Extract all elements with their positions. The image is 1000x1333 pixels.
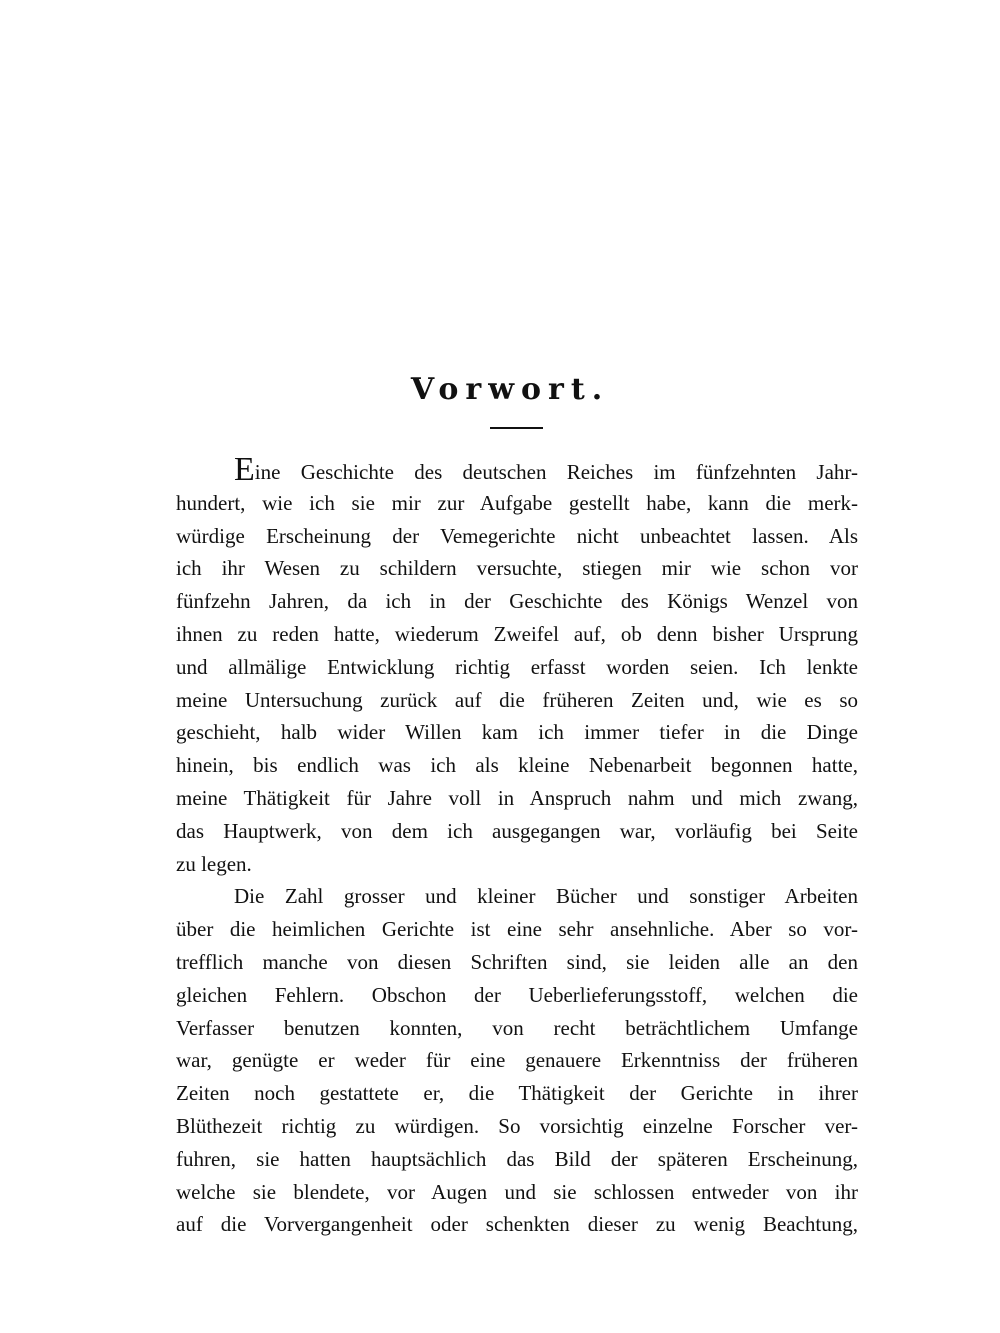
text-line: das Hauptwerk, von dem ich ausgegangen war, vorläufig bei Seite (176, 818, 858, 843)
text-line: Zeiten noch gestattete er, die Thätigkeit der Gerichte in ihrer (176, 1081, 858, 1106)
text-line: hundert, wie ich sie mir zur Aufgabe gestellt habe, kann die merk- (176, 490, 858, 515)
title-divider (490, 427, 543, 429)
page-title: Vorwort. (410, 372, 610, 408)
text-line: und allmälige Entwicklung richtig erfasst worden seien. Ich lenkte (176, 654, 858, 679)
text-line: zu legen. (176, 851, 252, 876)
paragraph-1 (176, 451, 858, 880)
text-line: gleichen Fehlern. Obschon der Ueberlieferungsstoff, welchen die (176, 982, 858, 1007)
paragraph-2 (176, 880, 858, 1241)
text-line: Blüthezeit richtig zu würdigen. So vorsichtig einzelne Forscher ver- (176, 1113, 858, 1138)
text-line: meine Untersuchung zurück auf die früheren Zeiten und, wie es so (176, 687, 858, 712)
text-line: würdige Erscheinung der Vemegerichte nicht unbeachtet lassen. Als (176, 523, 858, 548)
text-line: ich ihr Wesen zu schildern versuchte, stiegen mir wie schon vor (176, 556, 858, 581)
text-line: auf die Vorvergangenheit oder schenkten dieser zu wenig Beachtung, (176, 1212, 858, 1237)
text-line: fünfzehn Jahren, da ich in der Geschichte des Königs Wenzel von (176, 589, 858, 614)
text-line: geschieht, halb wider Willen kam ich immer tiefer in die Dinge (176, 720, 858, 745)
text-line: Verfasser benutzen konnten, von recht beträchtlichem Umfange (176, 1015, 858, 1040)
text-line: Eine Geschichte des deutschen Reiches im fünfzehnten Jahr- (234, 451, 858, 488)
text-line: über die heimlichen Gerichte ist eine sehr ansehnliche. Aber so vor- (176, 917, 858, 942)
text-line: meine Thätigkeit für Jahre voll in Anspruch nahm und mich zwang, (176, 785, 858, 810)
drop-cap: E (234, 451, 255, 488)
text-line: Die Zahl grosser und kleiner Bücher und sonstiger Arbeiten (234, 884, 858, 909)
text-line: trefflich manche von diesen Schriften sind, sie leiden alle an den (176, 949, 858, 974)
body-text (176, 451, 858, 1241)
text-line: welche sie blendete, vor Augen und sie schlossen entweder von ihr (176, 1179, 858, 1204)
text-line: hinein, bis endlich was ich als kleine Nebenarbeit begonnen hatte, (176, 753, 858, 778)
text-line: fuhren, sie hatten hauptsächlich das Bild der späteren Erscheinung, (176, 1146, 858, 1171)
text-line: ihnen zu reden hatte, wiederum Zweifel auf, ob denn bisher Ursprung (176, 621, 858, 646)
text-line: war, genügte er weder für eine genauere Erkenntniss der früheren (176, 1048, 858, 1073)
